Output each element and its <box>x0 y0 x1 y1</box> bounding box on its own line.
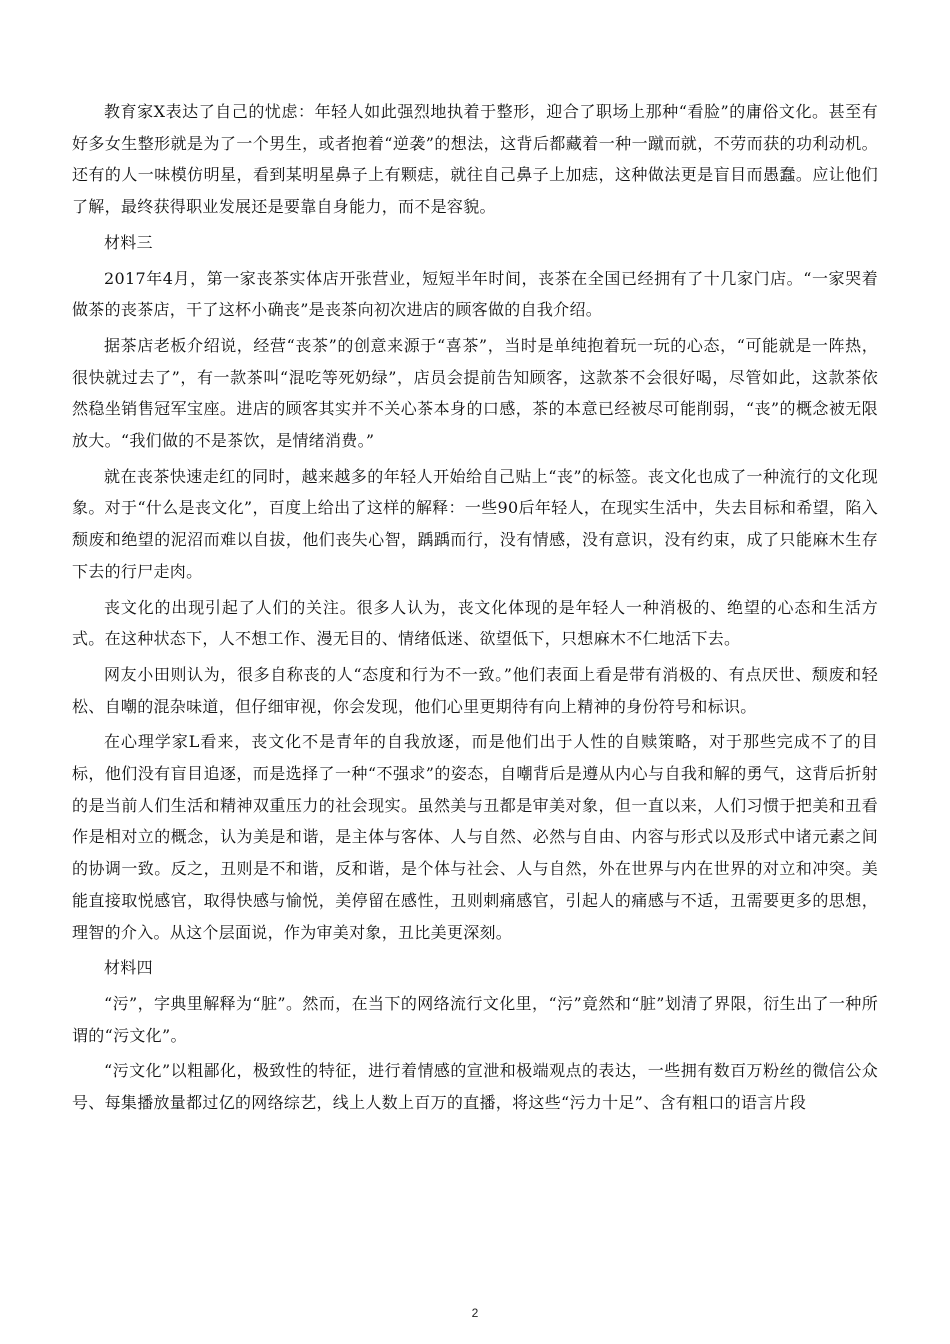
paragraph-worry: 教育家X表达了自己的忧虑：年轻人如此强烈地执着于整形，迎合了职场上那种“看脸”的庸俗文化。甚至有好多女生整形就是为了一个男生，或者抱着“逆袭”的想法，这背后都藏着一种一蹴而就，不劳而获的功利动机。还有的人一味模仿明星，看到某明星鼻子上有颗痣，就往自己鼻子上加痣，这种做法更是盲目而愚蠢。应让他们了解，最终获得职业发展还是要靠自身能力，而不是容貌。 <box>72 102 878 217</box>
paragraph-wu-culture: “污文化”以粗鄙化，极致性的特征，进行着情感的宣泄和极端观点的表达，一些拥有数百万粉丝的微信公众号、每集播放量都过亿的网络综艺，线上人数上百万的直播，将这些“污力十足”、含有粗口的语言片段 <box>72 1061 878 1113</box>
page-number: 2 <box>471 1306 479 1320</box>
paragraph-owner-intro: 据茶店老板介绍说，经营“丧茶”的创意来源于“喜茶”，当时是单纯抱着玩一玩的心态，“可能就是一阵热，很快就过去了”，有一款茶叫“混吃等死奶绿”，店员会提前告知顾客，这款茶不会很好喝，尽管如此，这款茶依然稳坐销售冠军宝座。进店的顾客其实并不关心茶本身的口感，茶的本意已经被尽可能削弱，“丧”的概念被无限放大。“我们做的不是茶饮，是情绪消费。” <box>72 335 878 451</box>
section-heading-material-4: 材料四 <box>104 958 153 978</box>
paragraph-sang-tea-store: 2017年4月，第一家丧茶实体店开张营业，短短半年时间，丧茶在全国已经拥有了十几家门店。“一家哭着做茶的丧茶店，干了这杯小确丧”是丧茶向初次进店的顾客做的自我介绍。 <box>72 268 878 320</box>
paragraph-public-concern: 丧文化的出现引起了人们的关注。很多人认为，丧文化体现的是年轻人一种消极的、绝望的心态和生活方式。在这种状态下，人不想工作、漫无目的、情绪低迷、欲望低下，只想麻木不仁地活下去。 <box>72 597 878 649</box>
paragraph-sang-culture-definition: 就在丧茶快速走红的同时，越来越多的年轻人开始给自己贴上“丧”的标签。丧文化也成了一种流行的文化现象。对于“什么是丧文化”，百度上给出了这样的解释：一些90后年轻人，在现实生活中，失去目标和希望，陷入颓废和绝望的泥沼而难以自拔，他们丧失心智，踽踽而行，没有情感，没有意识，没有约束，成了只能麻木生存下去的行尸走肉。 <box>72 466 878 581</box>
section-heading-material-3: 材料三 <box>104 232 153 252</box>
paragraph-psychologist-view: 在心理学家L看来，丧文化不是青年的自我放逐，而是他们出于人性的自赎策略，对于那些完成不了的目标，他们没有盲目追逐，而是选择了一种“不强求”的姿态，自嘲背后是遵从内心与自我和解的勇气，这背后折射的是当前人们生活和精神双重压力的社会现实。虽然美与丑都是审美对象，但一直以来，人们习惯于把美和丑看作是相对立的概念，认为美是和谐，是主体与客体、人与自然、必然与自由、内容与形式以及形式中诸元素之间的协调一致。反之，丑则是不和谐，反和谐，是个体与社会、人与自然，外在世界与内在世界的对立和冲突。美能直接取悦感官，取得快感与愉悦，美停留在感性，丑则刺痛感官，引起人的痛感与不适，丑需要更多的思想，理智的介入。从这个层面说，作为审美对象，丑比美更深刻。 <box>72 732 878 942</box>
document-body <box>72 96 878 1123</box>
paragraph-wu-definition: “污”，字典里解释为“脏”。然而，在当下的网络流行文化里，“污”竟然和“脏”划清了界限，衍生出了一种所谓的“污文化”。 <box>72 993 878 1045</box>
paragraph-netizen-view: 网友小田则认为，很多自称丧的人“态度和行为不一致。”他们表面上看是带有消极的、有点厌世、颓废和轻松、自嘲的混杂味道，但仔细审视，你会发现，他们心里更期待有向上精神的身份符号和标识。 <box>72 664 878 716</box>
